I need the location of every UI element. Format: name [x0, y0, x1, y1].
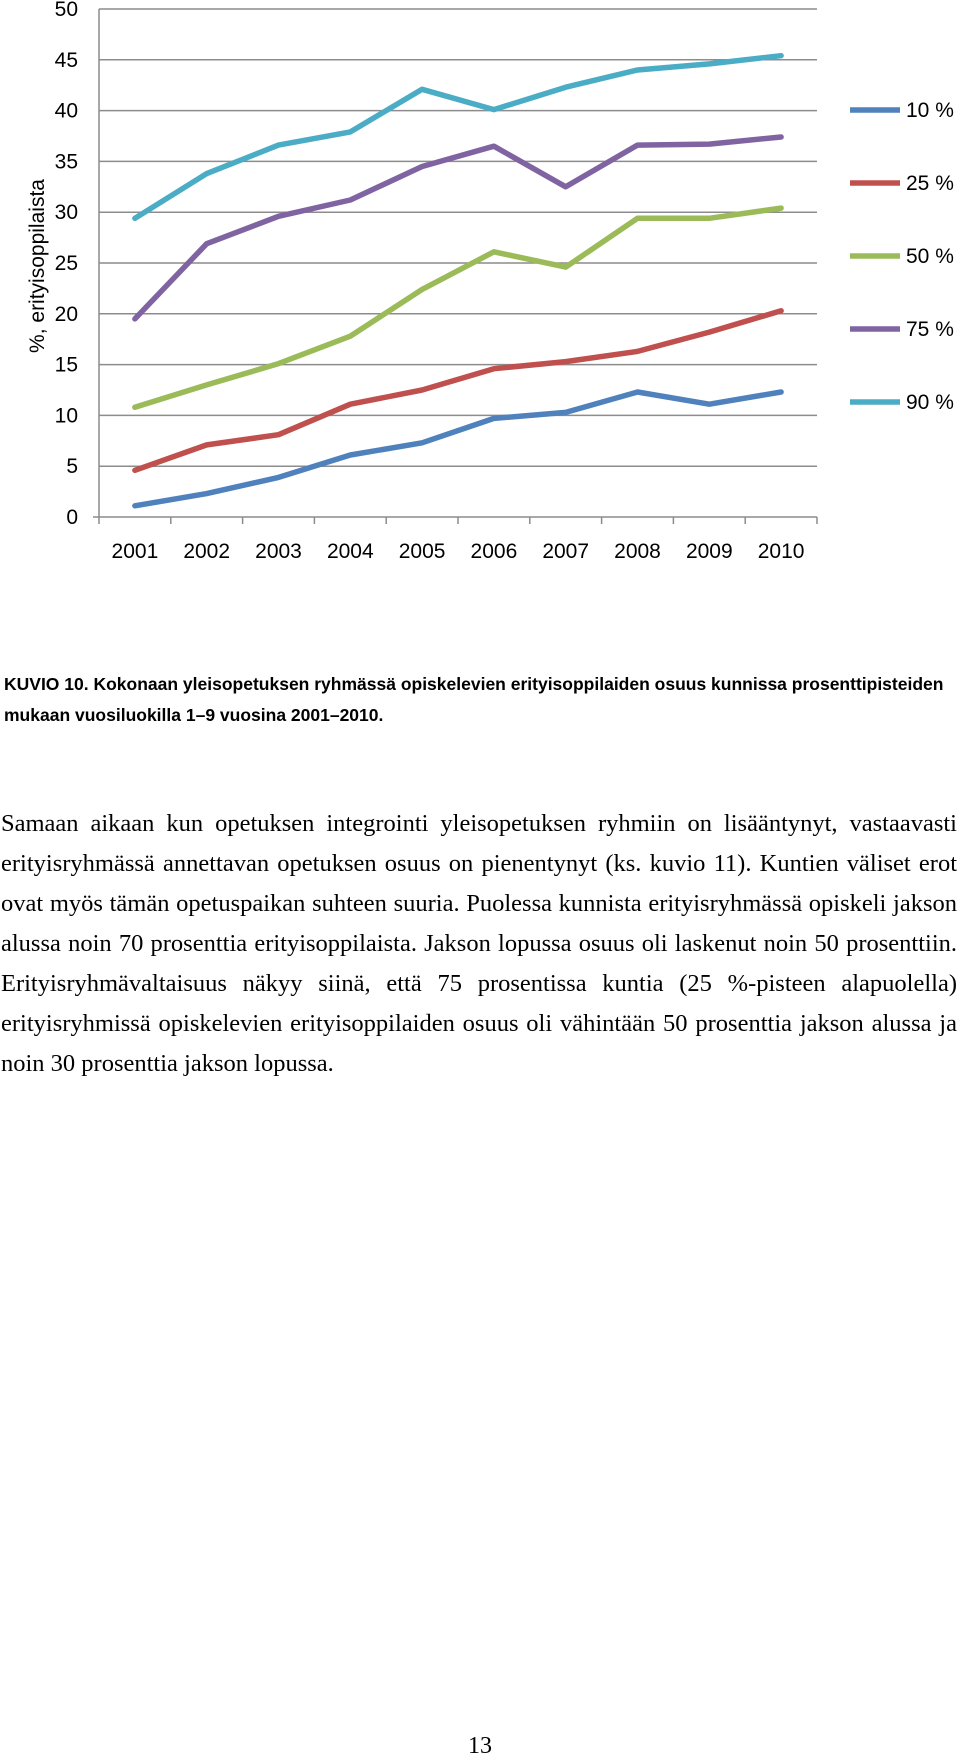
series-line-5	[135, 56, 781, 219]
y-tick-label: 50	[54, 0, 78, 21]
x-tick-label: 2010	[757, 540, 805, 563]
x-tick-label: 2002	[183, 540, 231, 563]
legend-label: 90 %	[906, 391, 954, 414]
body-text	[1, 804, 957, 1084]
legend-label: 25 %	[906, 172, 954, 195]
body-paragraph: Samaan aikaan kun opetuksen integrointi yleisopetuksen ryhmiin on lisääntynyt, vastaavasti erityisryhmässä annettavan opetuksen osuus on pienentynyt (ks. kuvio 11). Kuntien väliset erot ovat myös tämän opetuspaikan suhteen suuria. Puolessa kunnista erityisryhmässä opiskeli jakson alussa noin 70 prosenttia erityisoppilaista. Jakson lopussa osuus oli laskenut noin 50 prosenttiin. Erityisryhmävaltaisuus näkyy siinä, että 75 prosentissa kuntia (25 %-pisteen alapuolella) erityisryhmissä opiskelevien erityisoppilaiden osuus oli vähintään 50 prosenttia jakson alussa ja noin 30 prosenttia jakson lopussa.	[1, 810, 957, 1077]
y-tick-label: 15	[54, 353, 78, 377]
y-tick-label: 40	[54, 99, 78, 123]
x-tick-label: 2004	[326, 540, 374, 563]
y-tick-label: 0	[66, 506, 78, 529]
legend-label: 50 %	[906, 245, 954, 268]
figure-caption: KUVIO 10. Kokonaan yleisopetuksen ryhmässä opiskelevien erityisoppilaiden osuus kunnissa prosenttipisteiden mukaan vuosiluokilla 1–9 vuosina 2001–2010.	[4, 674, 944, 725]
x-tick-label: 2003	[255, 540, 302, 563]
y-tick-label: 10	[54, 404, 78, 428]
y-tick-label: 5	[66, 455, 78, 479]
grid-lines	[99, 9, 817, 466]
x-tick-label: 2009	[685, 540, 733, 563]
line-chart	[0, 0, 960, 590]
x-tick-label: 2007	[542, 540, 590, 563]
page-number: 13	[468, 1733, 492, 1759]
series-line-1	[135, 392, 781, 506]
y-tick-label: 25	[54, 252, 78, 275]
y-tick-label: 35	[54, 150, 78, 174]
series-lines	[135, 56, 781, 506]
x-tick-label: 2006	[470, 540, 518, 563]
y-tick-label: 20	[54, 302, 78, 326]
x-tick-labels	[112, 540, 805, 563]
x-tick-label: 2008	[614, 540, 661, 563]
legend-label: 10 %	[906, 99, 954, 122]
y-tick-labels	[55, 0, 78, 529]
y-axis-label: %, erityisoppilaista	[26, 179, 49, 353]
legend-label: 75 %	[906, 318, 954, 341]
legend	[850, 99, 954, 414]
y-tick-label: 45	[54, 48, 78, 72]
x-tick-label: 2001	[111, 540, 159, 563]
series-line-2	[135, 311, 781, 471]
y-tick-label: 30	[54, 201, 78, 225]
x-tick-label: 2005	[398, 540, 446, 563]
